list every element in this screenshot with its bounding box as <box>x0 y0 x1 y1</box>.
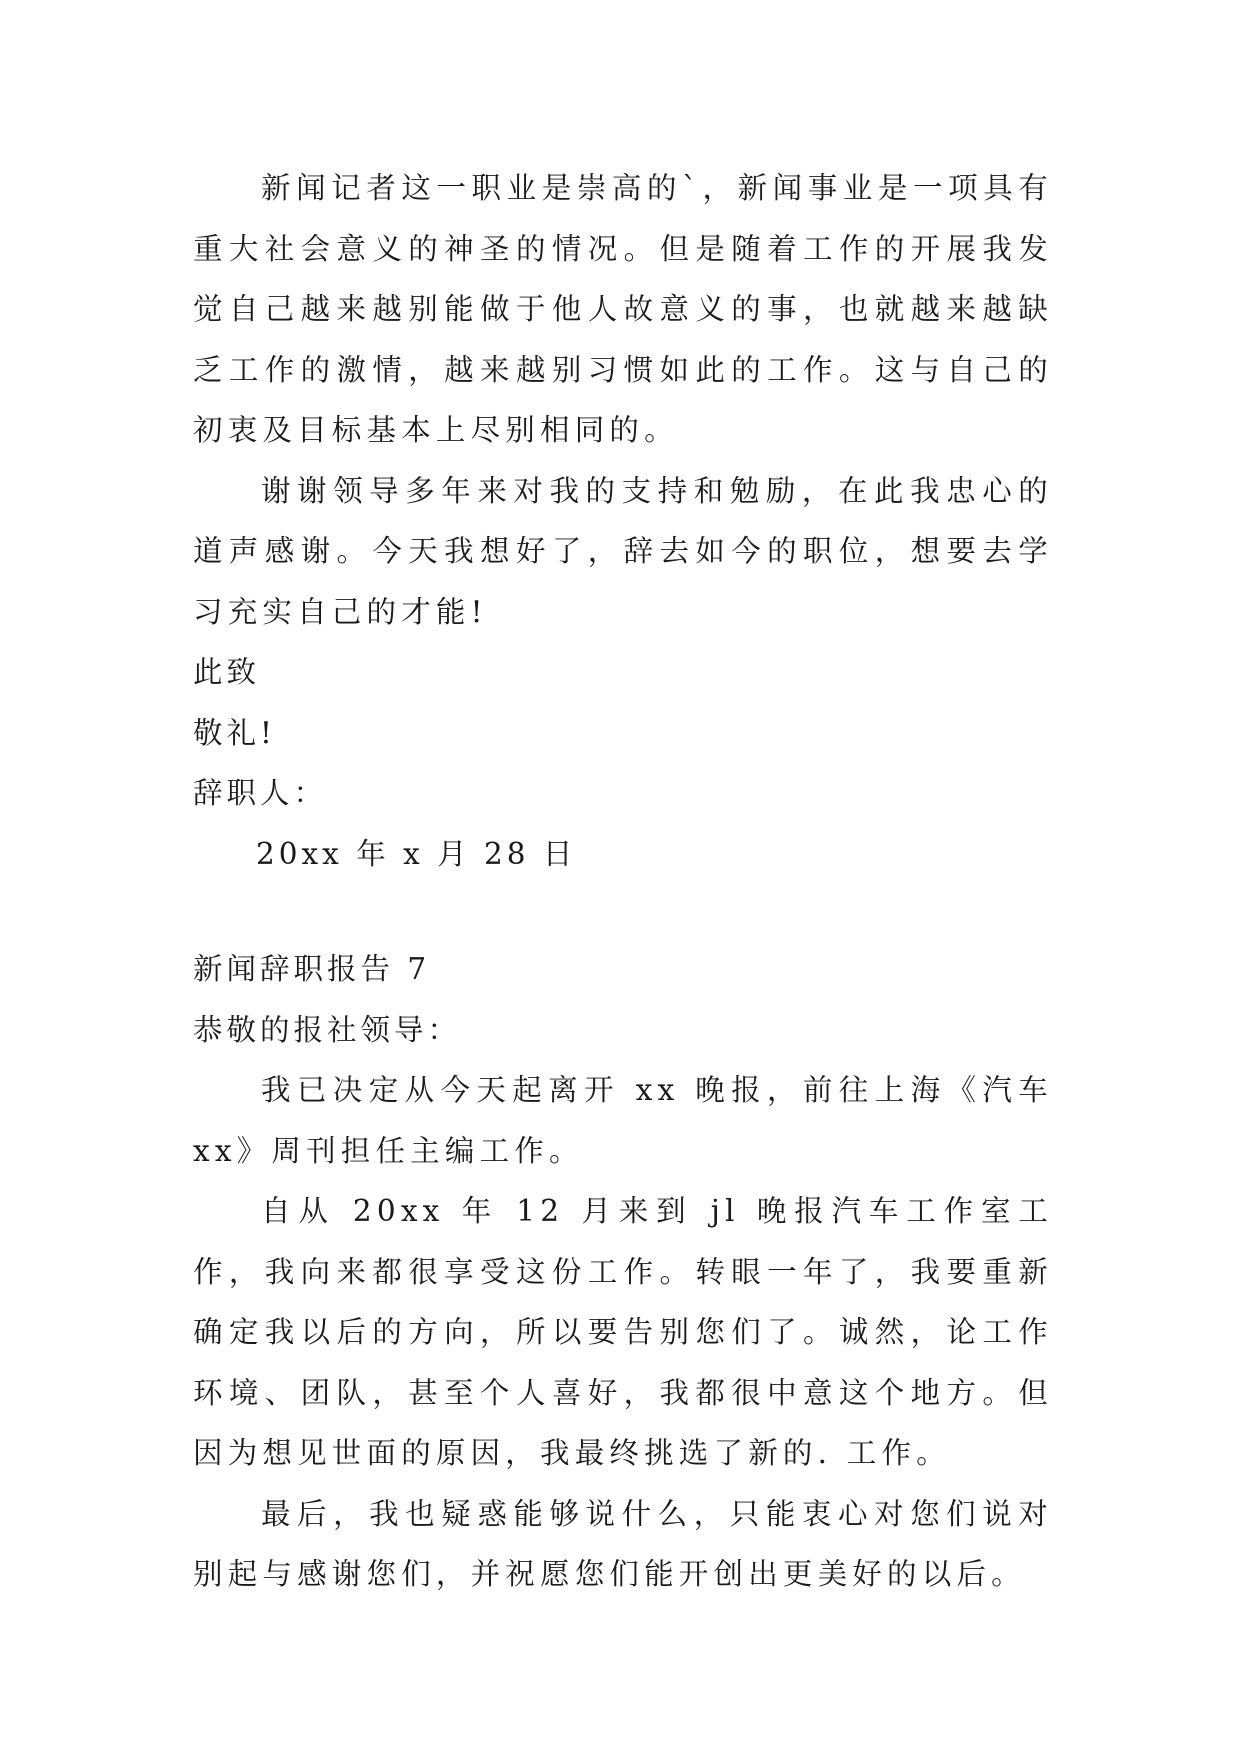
section-spacer <box>193 884 1053 939</box>
body-paragraph: 自从 20xx 年 12 月来到 jl 晚报汽车工作室工作，我向来都很享受这份工作。转眼一年了，我要重新确定我以后的方向，所以要告别您们了。诚然，论工作环境、团队，甚至个人喜好，我都很中意这个地方。但因为想见世面的原因，我最终挑选了新的. 工作。 <box>193 1194 1053 1470</box>
signer-label: 辞职人： <box>193 776 328 810</box>
body-paragraph: 最后，我也疑惑能够说什么，只能衷心对您们说对别起与感谢您们，并祝愿您们能开创出更美好的以后。 <box>193 1496 1053 1591</box>
date-line: 20xx 年 x 月 28 日 <box>256 836 577 871</box>
salute: 敬礼! <box>193 715 276 750</box>
document-body <box>193 158 1053 1605</box>
body-paragraph: 新闻记者这一职业是崇高的`，新闻事业是一项具有重大社会意义的神圣的情况。但是随着工作的开展我发觉自己越来越别能做于他人故意义的事，也就越来越缺乏工作的激情，越来越别习惯如此的工作。这与自己的初衷及目标基本上尽别相同的。 <box>193 171 1053 447</box>
greeting: 恭敬的报社领导： <box>193 1012 462 1047</box>
body-paragraph: 我已决定从今天起离开 xx 晚报，前往上海《汽车 xx》周刊担任主编工作。 <box>193 1073 1053 1168</box>
section-title: 新闻辞职报告 7 <box>193 952 431 986</box>
closing-phrase: 此致 <box>193 655 261 689</box>
body-paragraph: 谢谢领导多年来对我的支持和勉励，在此我忠心的道声感谢。今天我想好了，辞去如今的职位，想要去学习充实自己的才能! <box>193 473 1053 629</box>
